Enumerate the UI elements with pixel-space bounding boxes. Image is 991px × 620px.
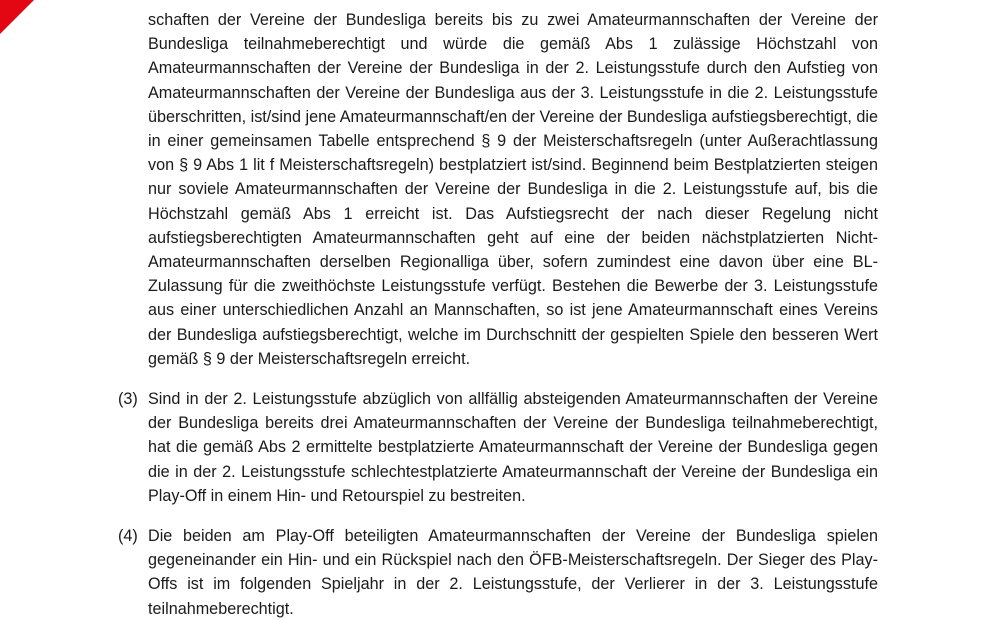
paragraph-3 xyxy=(118,387,878,508)
paragraph-text: schaften der Vereine der Bundesliga bereits bis zu zwei Amateurmannschaften der Vereine der Bundesliga teilnahmeberechtigt und würde die gemäß Abs 1 zulässige Höchstzahl von Amateurmannschaften der Vereine der Bundesliga in der 2. Leistungsstufe durch den Aufstieg von Amateurmannschaften der Vereine der Bundesliga aus der 3. Leistungsstufe in die 2. Leistungsstufe überschritten, ist/sind jene Amateurmannschaft/en der Vereine der Bundesliga aufstiegsberechtigt, die in einer gemeinsamen Tabelle entsprechend § 9 der Meisterschaftsregeln (unter Außerachtlassung von § 9 Abs 1 lit f Meisterschaftsregeln) bestplatziert ist/sind. Beginnend beim Bestplatzierten steigen nur soviele Amateurmannschaften der Vereine der Bundesliga in die 2. Leistungsstufe auf, bis die Höchstzahl gemäß Abs 1 erreicht ist. Das Aufstiegsrecht der nach dieser Regelung nicht aufstiegsberechtigten Amateurmannschaften geht auf eine der beiden nächstplatzierten Nicht-Amateurmannschaften derselben Regionalliga über, sofern zumindest eine davon über eine BL-Zulassung für die zweithöchste Leistungsstufe verfügt. Bestehen die Bewerbe der 3. Leistungsstufe aus einer unterschiedlichen Anzahl an Mannschaften, so ist jene Amateurmannschaft eines Vereins der Bundesliga aufstiegsberechtigt, welche im Durchschnitt der gespielten Spiele den besseren Wert gemäß § 9 der Meisterschaftsregeln erreicht. xyxy=(148,11,878,368)
paragraph-text: Sind in der 2. Leistungsstufe abzüglich von allfällig absteigenden Amateurmannschaften der Vereine der Bundesliga bereits drei Amateurmannschaften der Vereine der Bundesliga teilnahmeberechtigt, hat die gemäß Abs 2 ermittelte bestplatzierte Amateurmannschaft der Vereine der Bundesliga gegen die in der 2. Leistungsstufe schlechtestplatzierte Amateurmannschaft der Vereine der Bundesliga ein Play-Off in einem Hin- und Retourspiel zu bestreiten. xyxy=(148,390,878,505)
brand-corner-mark xyxy=(0,0,34,34)
paragraph-text: Die beiden am Play-Off beteiligten Amateurmannschaften der Vereine der Bundesliga spielen gegeneinander ein Hin- und ein Rückspiel nach den ÖFB-Meisterschaftsregeln. Der Sieger des Play-Offs ist im folgenden Spieljahr in der 2. Leistungsstufe, der Verlierer in der 3. Leistungsstufe teilnahmeberechtigt. xyxy=(148,527,878,618)
paragraph-number: (3) xyxy=(118,390,138,409)
paragraph-number: (4) xyxy=(118,527,138,546)
paragraph-2-continued xyxy=(118,8,878,371)
document-body xyxy=(118,8,878,620)
paragraph-4 xyxy=(118,524,878,620)
paragraph-number xyxy=(118,8,148,371)
